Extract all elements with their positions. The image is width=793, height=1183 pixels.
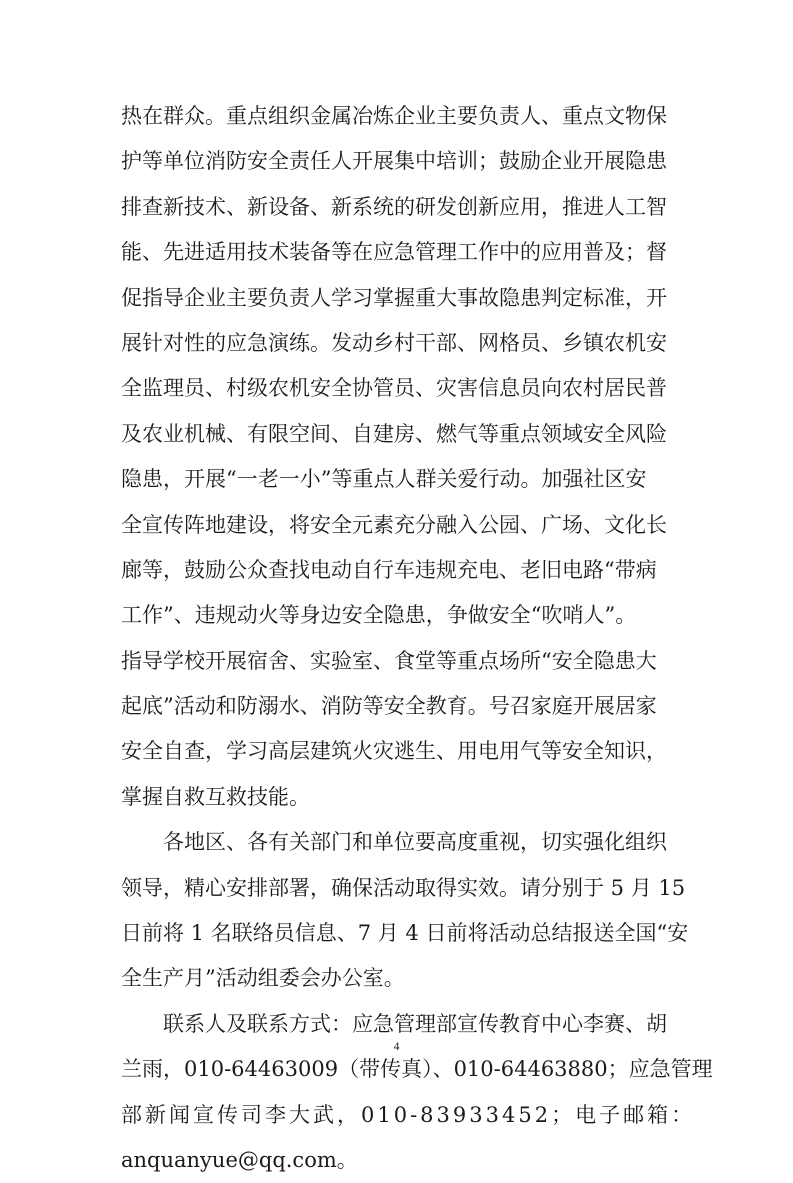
text-line: 掌握自救互救技能。 — [121, 784, 310, 809]
text-line: 领导，精心安排部署，确保活动取得实效。请分别于 5 月 15 — [121, 875, 686, 900]
text-line: 能、先进适用技术装备等在应急管理工作中的应用普及；督 — [121, 240, 667, 265]
paragraph-start-line: 联系人及联系方式：应急管理部宣传教育中心李赛、胡 — [163, 1011, 667, 1036]
text-line: 工作”、违规动火等身边安全隐患，争做安全“吹哨人”。 — [121, 603, 637, 628]
email-line: anquanyue@qq.com。 — [121, 1147, 358, 1172]
text-line: 兰雨，010-64463009（带传真）、010-64463880；应急管理 — [121, 1057, 713, 1082]
text-line: 全宣传阵地建设，将安全元素充分融入公园、广场、文化长 — [121, 512, 667, 537]
text-line: 起底”活动和防溺水、消防等安全教育。号召家庭开展居家 — [121, 694, 657, 719]
text-line: 全监理员、村级农机安全协管员、灾害信息员向农村居民普 — [121, 376, 667, 401]
text-line: 热在群众。重点组织金属冶炼企业主要负责人、重点文物保 — [121, 104, 667, 128]
text-line: 隐患，开展“一老一小”等重点人群关爱行动。加强社区安 — [121, 467, 647, 492]
body-text — [121, 94, 713, 1183]
text-line: 全生产月”活动组委会办公室。 — [121, 966, 405, 991]
text-line: 安全自查，学习高层建筑火灾逃生、用电用气等安全知识， — [121, 739, 667, 764]
text-line: 指导学校开展宿舍、实验室、食堂等重点场所“安全隐患大 — [121, 648, 657, 673]
text-line: 廊等，鼓励公众查找电动自行车违规充电、老旧电路“带病 — [121, 557, 657, 582]
text-line: 部新闻宣传司李大武，010-83933452；电子邮箱： — [121, 1102, 696, 1127]
paragraph-start-line: 各地区、各有关部门和单位要高度重视，切实强化组织 — [163, 830, 667, 855]
text-line: 展针对性的应急演练。发动乡村干部、网格员、乡镇农机安 — [121, 330, 667, 355]
text-line: 护等单位消防安全责任人开展集中培训；鼓励企业开展隐患 — [121, 149, 667, 174]
page-number: 4 — [393, 1039, 400, 1053]
text-line: 促指导企业主要负责人学习掌握重大事故隐患判定标准，开 — [121, 285, 667, 310]
text-line: 及农业机械、有限空间、自建房、燃气等重点领域安全风险 — [121, 421, 667, 446]
text-line: 排查新技术、新设备、新系统的研发创新应用，推进人工智 — [121, 194, 667, 219]
text-line: 日前将 1 名联络员信息、7 月 4 日前将活动总结报送全国“安 — [121, 921, 689, 946]
